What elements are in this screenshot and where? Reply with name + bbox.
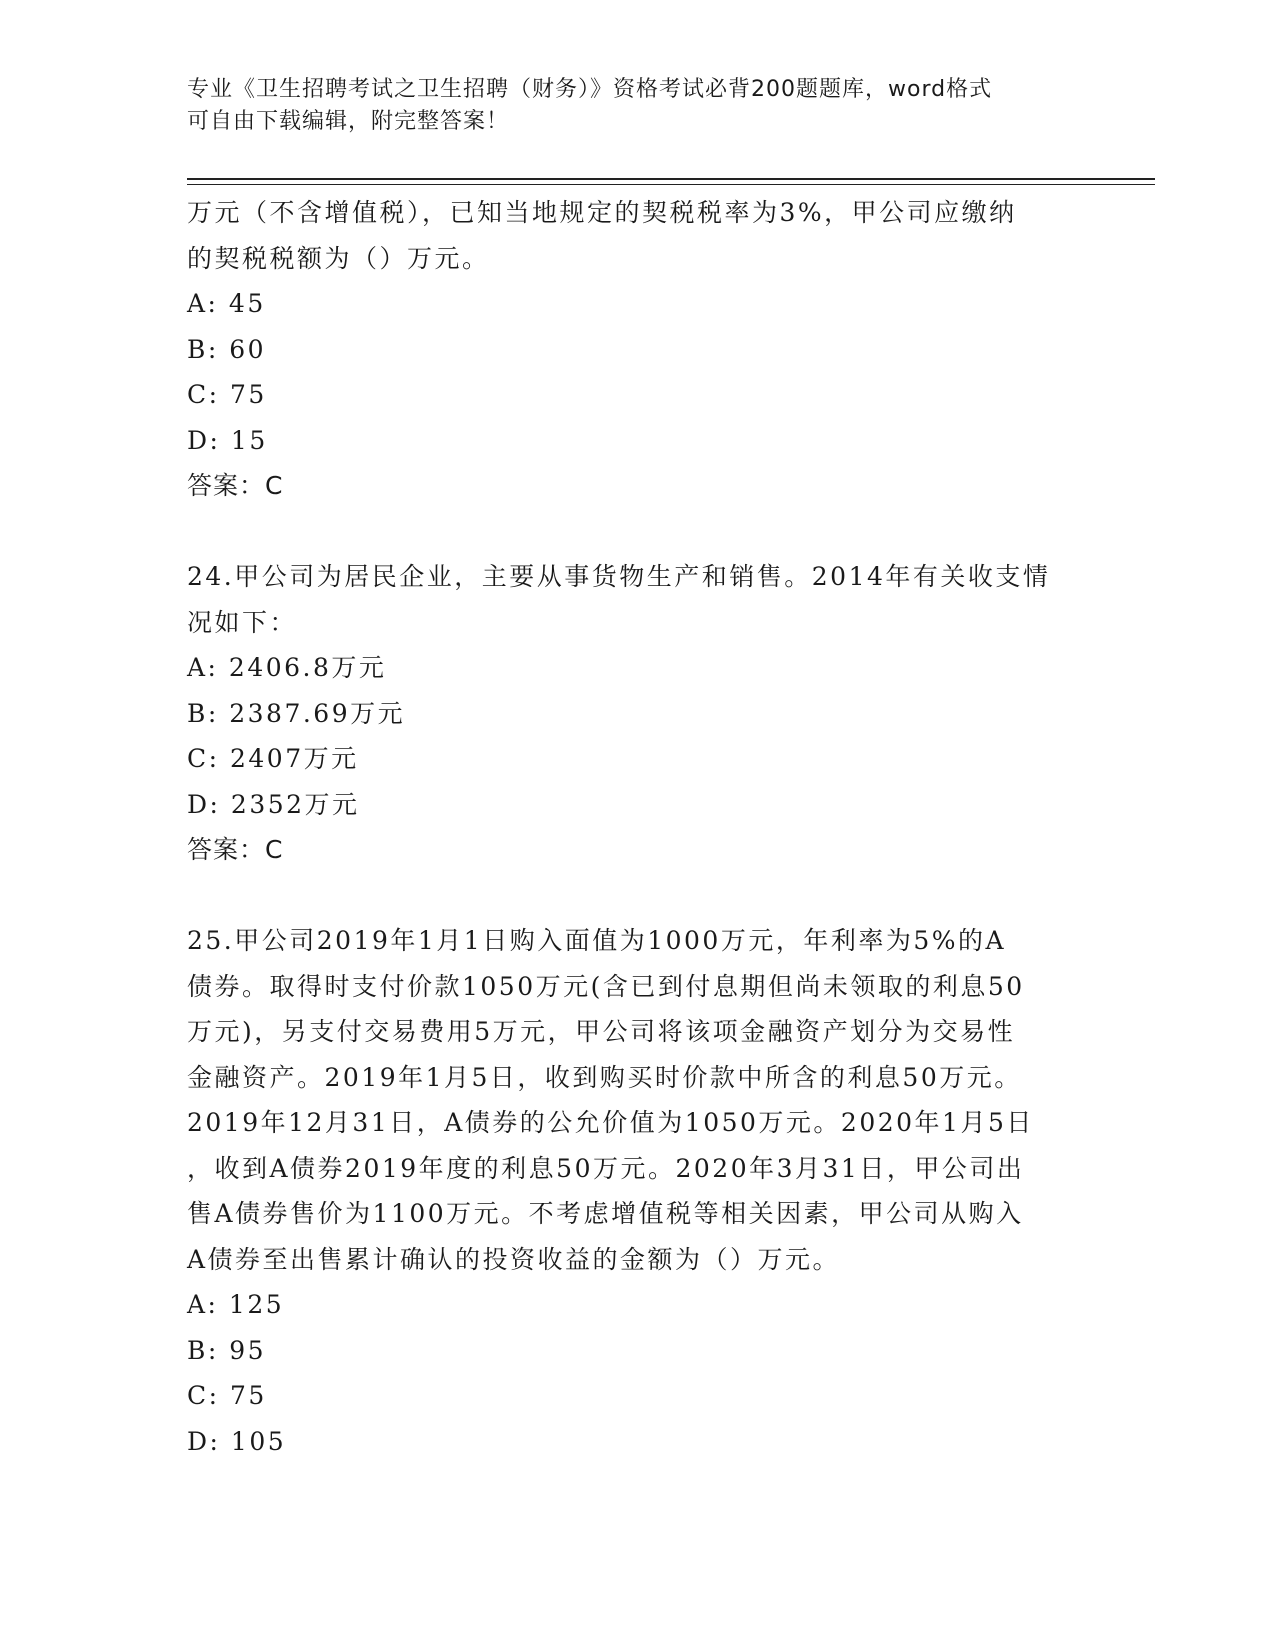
header-divider-thick xyxy=(187,178,1155,180)
question-stem-line: 24.甲公司为居民企业，主要从事货物生产和销售。2014年有关收支情 xyxy=(187,562,1051,591)
document-header xyxy=(187,74,1067,138)
question-stem-line: 的契税税额为（）万元。 xyxy=(187,243,490,273)
option-c: C: 2407万元 xyxy=(187,744,359,773)
question-stem-line: 万元（不含增值税），已知当地规定的契税税率为3%，甲公司应缴纳 xyxy=(187,198,1017,227)
question-stem-line: 债券。取得时支付价款1050万元(含已到付息期但尚未领取的利息50 xyxy=(187,971,1025,1001)
option-d: D: 2352万元 xyxy=(187,789,360,819)
option-b: B: 2387.69万元 xyxy=(187,698,406,728)
document-body xyxy=(187,190,1087,1464)
header-title-line-1: 专业《卫生招聘考试之卫生招聘（财务）》资格考试必背200题题库，word格式 xyxy=(187,77,993,102)
header-divider-thin xyxy=(187,184,1155,185)
answer-label: 答案：C xyxy=(187,471,284,500)
question-stem-line: 况如下： xyxy=(187,607,298,637)
option-a: A: 125 xyxy=(187,1290,285,1319)
option-b: B: 60 xyxy=(187,334,267,364)
question-stem-line: 2019年12月31日，A债券的公允价值为1050万元。2020年1月5日 xyxy=(187,1108,1034,1137)
question-stem-line: 25.甲公司2019年1月1日购入面值为1000万元，年利率为5%的A xyxy=(187,926,1007,955)
question-24 xyxy=(187,554,1087,873)
header-title-line-2: 可自由下载编辑，附完整答案！ xyxy=(187,109,510,134)
spacer xyxy=(187,509,1087,555)
option-d: D: 15 xyxy=(187,425,268,455)
question-stem-line: A债券至出售累计确认的投资收益的金额为（）万元。 xyxy=(187,1244,841,1274)
option-a: A: 2406.8万元 xyxy=(187,653,387,682)
option-a: A: 45 xyxy=(187,289,266,318)
question-23 xyxy=(187,190,1087,509)
option-d: D: 105 xyxy=(187,1426,287,1456)
question-stem-line: 金融资产。2019年1月5日，收到购买时价款中所含的利息50万元。 xyxy=(187,1062,1022,1092)
question-25 xyxy=(187,918,1087,1464)
option-c: C: 75 xyxy=(187,380,267,409)
question-stem-line: 售A债券售价为1100万元。不考虑增值税等相关因素，甲公司从购入 xyxy=(187,1199,1024,1228)
option-c: C: 75 xyxy=(187,1381,267,1410)
question-stem-line: ，收到A债券2019年度的利息50万元。2020年3月31日，甲公司出 xyxy=(187,1153,1025,1183)
answer-label: 答案：C xyxy=(187,835,284,864)
question-stem-line: 万元)，另支付交易费用5万元，甲公司将该项金融资产划分为交易性 xyxy=(187,1017,1016,1046)
option-b: B: 95 xyxy=(187,1335,267,1365)
spacer xyxy=(187,873,1087,919)
